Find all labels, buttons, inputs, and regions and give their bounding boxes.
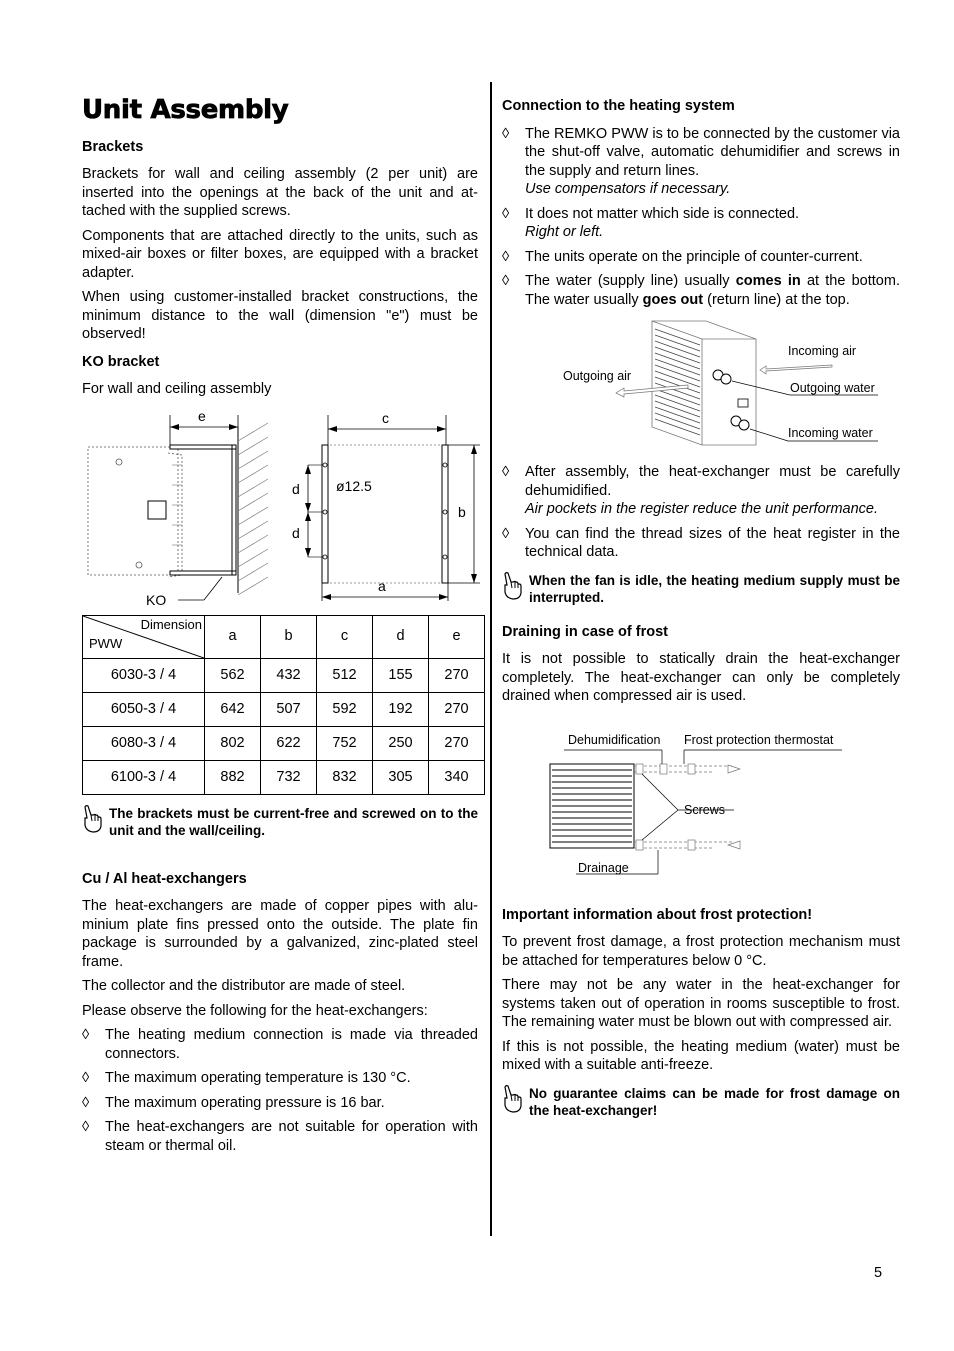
list-item: ◊ It does not matter which side is connected. Right or left. [502, 205, 800, 240]
value-cell: 432 [261, 658, 317, 692]
frost-protection-heading: Important information about frost protection! [502, 906, 813, 923]
value-cell: 642 [205, 692, 261, 726]
value-cell: 592 [317, 692, 373, 726]
model-cell: 6080-3 / 4 [83, 726, 205, 760]
frost-protection-diagram [502, 732, 900, 892]
diamond-bullet-icon: ◊ [82, 1094, 90, 1111]
ko-bracket-diagram [82, 405, 482, 605]
column-header: e [429, 615, 485, 658]
frost-paragraph-1: To prevent frost damage, a frost protection mechanism must be attached for temperatures below 0 °C. [502, 934, 900, 969]
heat-exchanger-flow-diagram [502, 315, 900, 455]
table-row [83, 658, 485, 692]
list-item: ◊ The heating medium connection is made via threaded connectors. [82, 1027, 478, 1062]
table-corner-bottom: PWW [89, 636, 123, 651]
diamond-bullet-icon: ◊ [502, 273, 510, 289]
value-cell: 270 [429, 658, 485, 692]
model-cell: 6030-3 / 4 [83, 658, 205, 692]
pointing-hand-icon [502, 1085, 524, 1113]
column-header: a [205, 615, 261, 658]
model-cell: 6100-3 / 4 [83, 760, 205, 794]
list-item: ◊ The heat-exchangers are not suitable for operation with steam or thermal oil. [82, 1119, 478, 1154]
value-cell: 562 [205, 658, 261, 692]
table-corner-cell [83, 615, 205, 658]
table-corner-top: Dimension [140, 616, 202, 632]
value-cell: 622 [261, 726, 317, 760]
list-item: ◊ You can find the thread sizes of the heat register in the technical data. [502, 525, 900, 560]
value-cell: 340 [429, 760, 485, 794]
diamond-bullet-icon: ◊ [502, 248, 510, 265]
diamond-bullet-icon: ◊ [502, 125, 510, 142]
ko-bracket-text: For wall and ceiling assembly [82, 381, 272, 397]
note-guarantee-text: No guarantee claims can be made for frost damage on the heat-exchanger! [529, 1085, 900, 1118]
value-cell: 512 [317, 658, 373, 692]
brackets-paragraph-3: When using customer-installed bracket constructions, the minimum distance to the wall (dimension "e") must be observed! [82, 289, 478, 342]
incoming-water-label: Incoming water [788, 426, 873, 440]
model-cell: 6050-3 / 4 [83, 692, 205, 726]
value-cell: 270 [429, 692, 485, 726]
value-cell: 270 [429, 726, 485, 760]
list-item: ◊ The units operate on the principle of counter-current. [502, 248, 863, 265]
page-title: Unit Assembly [82, 95, 289, 125]
connection-list [502, 125, 900, 310]
diamond-bullet-icon: ◊ [82, 1027, 90, 1043]
drainage-label: Drainage [578, 860, 629, 875]
dehumidification-label: Dehumidification [568, 732, 661, 747]
diamond-bullet-icon: ◊ [502, 464, 510, 480]
heat-exchangers-paragraph-1: The heat-exchangers are made of copper pipes with aluminium plate fins pressed onto the outside. The plate fin package is surrounded by a galvanized, zinc-plated steel frame. [82, 898, 478, 970]
list-item: ◊ After assembly, the heat-exchanger must be carefully dehumidified. Air pockets in the register reduce the unit performance. [502, 464, 900, 517]
heat-exchangers-paragraph-3: Please observe the following for the heat-exchangers: [82, 1002, 428, 1019]
list-item: ◊ The REMKO PWW is to be connected by the customer via the shut-off valve, automatic dehumidifier and screws in the supply and return lines. Use compensators if necessary. [502, 125, 900, 197]
table-row [83, 760, 485, 794]
note-guarantee [502, 1085, 900, 1120]
dim-label-d-upper: d [292, 480, 300, 497]
screws-label: Screws [684, 802, 725, 817]
assembly-list [502, 463, 900, 562]
dimension-table [82, 615, 485, 795]
value-cell: 507 [261, 692, 317, 726]
value-cell: 732 [261, 760, 317, 794]
dim-label-b: b [458, 503, 466, 520]
incoming-air-arrow [760, 365, 832, 374]
outgoing-water-label: Outgoing water [790, 381, 875, 395]
diamond-bullet-icon: ◊ [82, 1119, 90, 1135]
outgoing-air-label: Outgoing air [563, 369, 632, 383]
heat-exchanger-list [82, 1026, 478, 1155]
incoming-air-label: Incoming air [788, 344, 857, 358]
dim-label-a: a [378, 577, 386, 594]
value-cell: 192 [373, 692, 429, 726]
bracket-bottom [170, 571, 236, 575]
ko-label: KO [146, 591, 167, 605]
diamond-bullet-icon: ◊ [82, 1070, 90, 1086]
note-fan-idle-text: When the fan is idle, the heating medium supply must be interrupted. [529, 572, 900, 605]
dim-label-c: c [382, 409, 389, 426]
value-cell: 882 [205, 760, 261, 794]
note-fan-idle [502, 572, 900, 607]
heat-exchangers-heading: Cu / Al heat-exchangers [82, 870, 247, 887]
frost-paragraph-3: If this is not possible, the heating medium (water) must be mixed with a suitable anti-freeze. [502, 1038, 900, 1073]
bracket-top [170, 445, 236, 449]
column-header: c [317, 615, 373, 658]
draining-paragraph: It is not possible to statically drain the heat-exchanger completely. The heat-exchanger can only be completely drained when compressed air is used. [502, 651, 900, 704]
table-row [83, 726, 485, 760]
frost-paragraph-2: There may not be any water in the heat-exchanger for systems taken out of operation in rooms susceptible to frost. The remaining water must be blown out with compressed air. [502, 977, 900, 1030]
diameter-label: ø12.5 [336, 477, 372, 494]
draining-heading: Draining in case of frost [502, 623, 668, 640]
diamond-bullet-icon: ◊ [502, 205, 510, 222]
dim-label-e: e [198, 407, 206, 424]
brackets-heading: Brackets [82, 138, 144, 155]
value-cell: 250 [373, 726, 429, 760]
heat-exchangers-paragraph-2: The collector and the distributor are made of steel. [82, 978, 406, 994]
frost-thermostat-label: Frost protection thermostat [684, 732, 834, 747]
value-cell: 305 [373, 760, 429, 794]
column-header: b [261, 615, 317, 658]
right-column [502, 95, 900, 1128]
note-brackets [82, 805, 478, 840]
pointing-hand-icon [82, 805, 104, 833]
connection-heading: Connection to the heating system [502, 98, 735, 114]
ko-bracket-heading: KO bracket [82, 353, 160, 370]
note-brackets-text: The brackets must be current-free and screwed on to the unit and the wall/ceiling. [109, 805, 478, 838]
list-item: ◊ The water (supply line) usually comes in at the bottom. The water usually goes out (return line) at the top. [502, 273, 900, 308]
column-divider [490, 82, 492, 1236]
pointing-hand-icon [502, 572, 524, 600]
value-cell: 752 [317, 726, 373, 760]
diamond-bullet-icon: ◊ [502, 525, 510, 542]
list-item: ◊ The maximum operating temperature is 130 °C. [82, 1070, 411, 1086]
list-item: ◊ The maximum operating pressure is 16 bar. [82, 1094, 385, 1111]
value-cell: 832 [317, 760, 373, 794]
value-cell: 155 [373, 658, 429, 692]
brackets-paragraph-2: Components that are attached directly to the units, such as mixed-air boxes or filter boxes, are equipped with a bracket adapter. [82, 227, 478, 281]
page-number: 5 [874, 1265, 883, 1281]
dim-label-d-lower: d [292, 524, 300, 541]
value-cell: 802 [205, 726, 261, 760]
left-column [82, 95, 478, 1161]
brackets-paragraph-1: Brackets for wall and ceiling assembly (2 per unit) are inserted into the openings at the back of the unit and attached with the supplied screws. [82, 166, 478, 219]
table-row [83, 692, 485, 726]
column-header: d [373, 615, 429, 658]
